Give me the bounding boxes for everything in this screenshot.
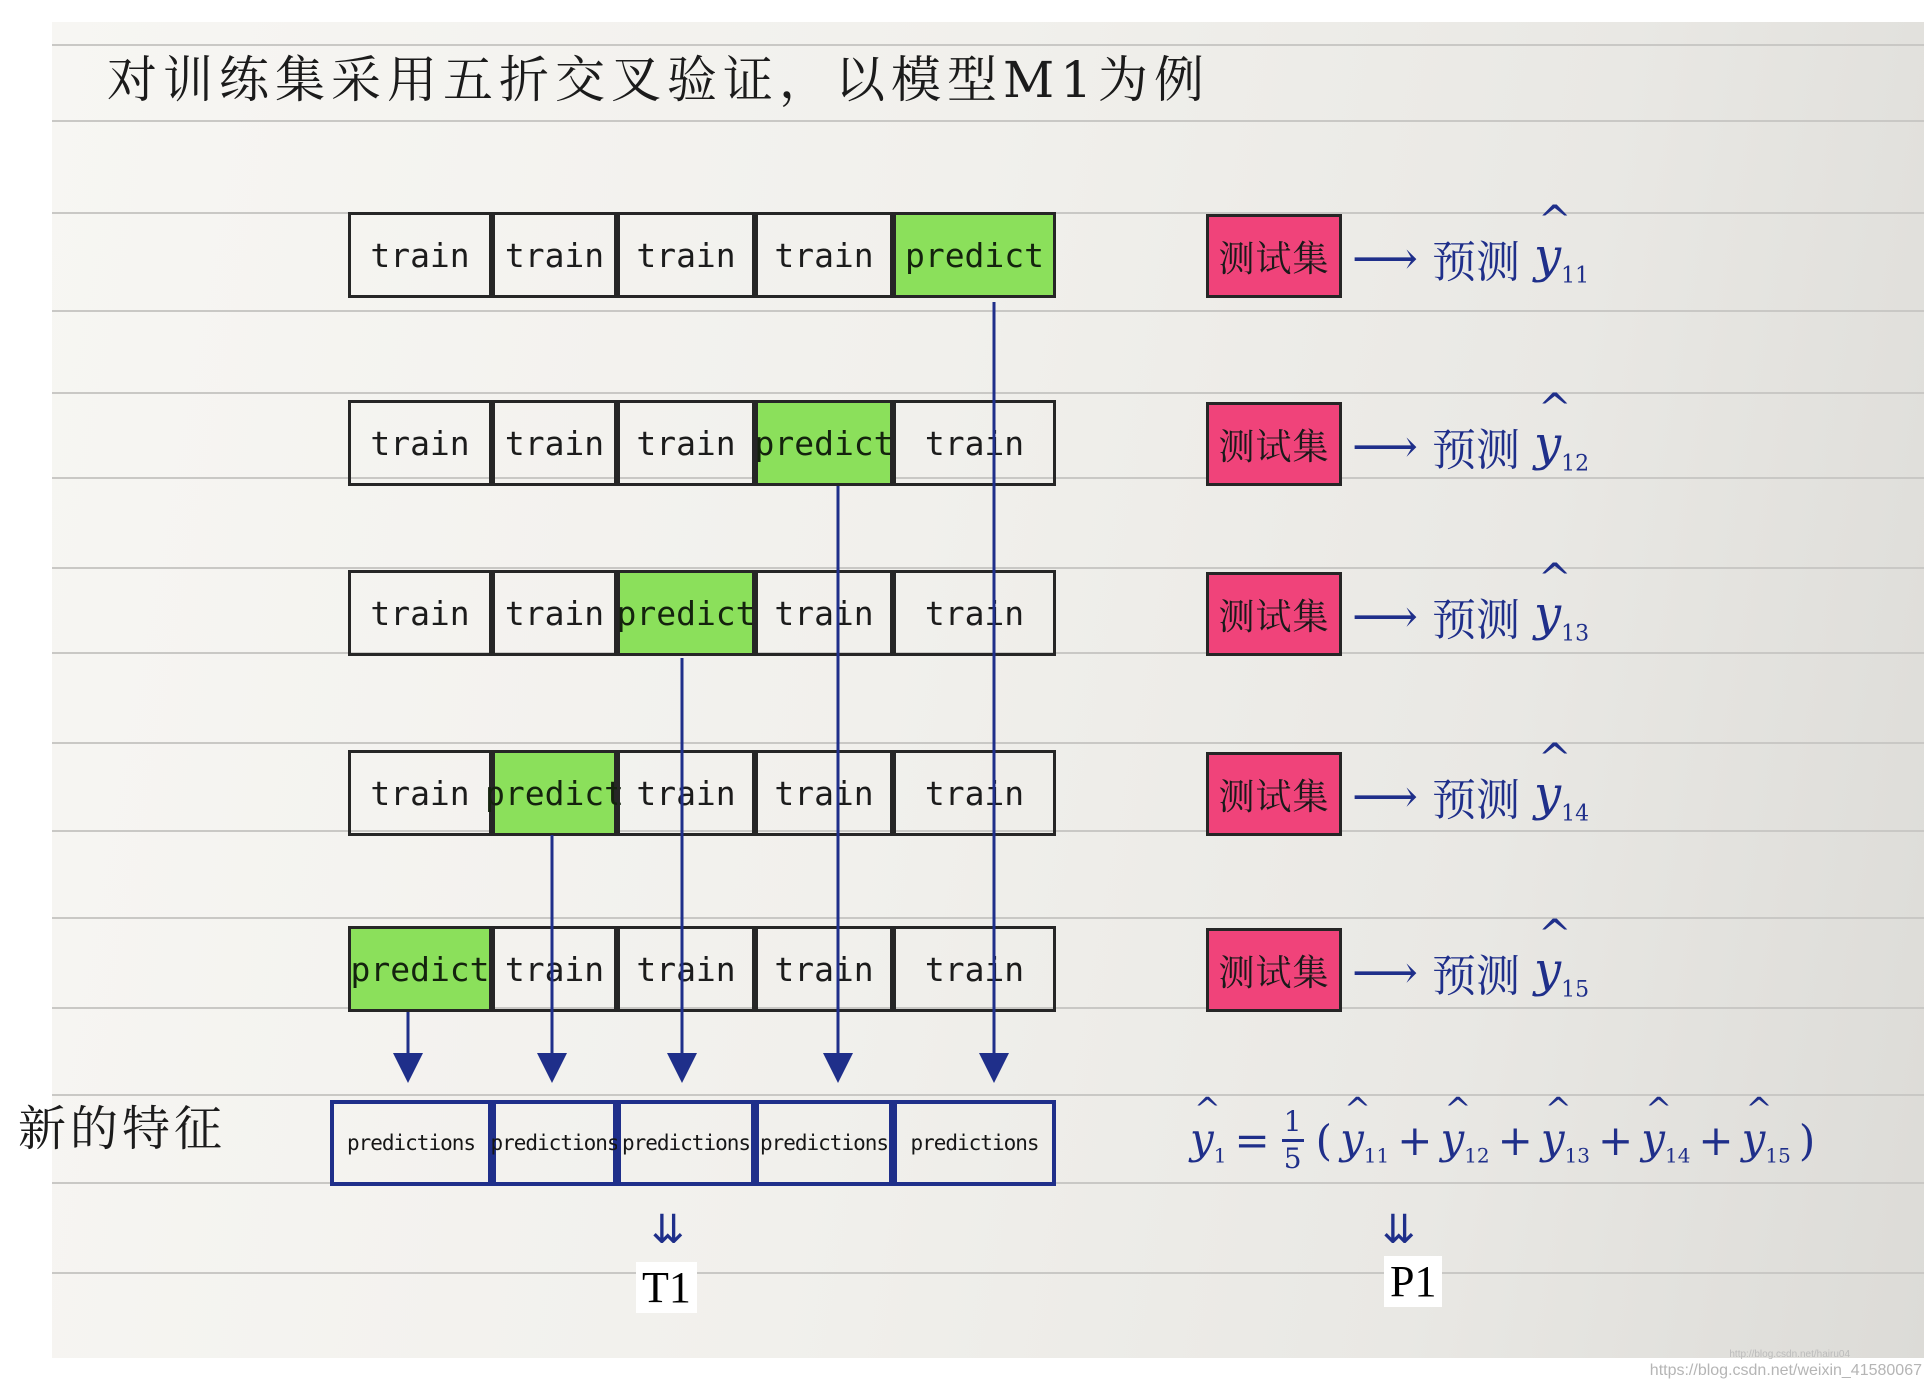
yhat-symbol: ^ $y_{14}$ — [1533, 735, 1590, 827]
formula-terms — [1340, 1089, 1791, 1168]
prediction-label: 预测 — [1431, 595, 1520, 646]
fold1-cell-3: train — [617, 212, 755, 298]
fold1-cell-4: train — [755, 212, 893, 298]
formula-term-15: ^ $y_{15}$ — [1741, 1089, 1791, 1168]
fold3-cell-3: predict — [617, 570, 755, 656]
test-set-box-2: 测试集 — [1206, 402, 1342, 486]
fold5-cell-3: train — [617, 926, 755, 1012]
yhat-symbol: ^ $y_{12}$ — [1533, 385, 1590, 477]
prediction-label: 预测 — [1431, 775, 1520, 826]
fold1-cell-5: predict — [893, 212, 1056, 298]
p1-arrow-icon: ⇊ — [1382, 1207, 1416, 1253]
output-t1: T1 — [636, 1262, 697, 1313]
fold4-cell-5: train — [893, 750, 1056, 836]
formula-fraction: $\frac{1}{5}$ — [1282, 1108, 1304, 1173]
formula-lhs: ^ $y_1$ — [1190, 1089, 1227, 1168]
formula-term-14: ^ $y_{14}$ — [1641, 1089, 1691, 1168]
fold4-cell-3: train — [617, 750, 755, 836]
right-arrow-icon: ⟶ — [1352, 945, 1418, 999]
fold4-cell-2: predict — [492, 750, 617, 836]
predictions-cell-1: predictions — [330, 1100, 492, 1186]
formula-term-11: ^ $y_{11}$ — [1340, 1089, 1390, 1168]
fold2-cell-4: predict — [755, 400, 893, 486]
predictions-cell-5: predictions — [893, 1100, 1056, 1186]
formula-open-paren: ( — [1315, 1116, 1333, 1165]
formula-plus: + — [1497, 1115, 1533, 1165]
average-formula — [1190, 1089, 1816, 1175]
formula-equals: = — [1234, 1116, 1270, 1165]
fold5-cell-2: train — [492, 926, 617, 1012]
fold3-cell-1: train — [348, 570, 492, 656]
formula-term-12: ^ $y_{12}$ — [1440, 1089, 1490, 1168]
fold4-cell-4: train — [755, 750, 893, 836]
formula-close-paren: ) — [1798, 1116, 1816, 1165]
predictions-cell-3: predictions — [617, 1100, 755, 1186]
right-arrow-icon: ⟶ — [1352, 231, 1418, 285]
test-set-box-4: 测试集 — [1206, 752, 1342, 836]
formula-plus: + — [1698, 1115, 1734, 1165]
fold4-cell-1: train — [348, 750, 492, 836]
watermark: https://blog.csdn.net/weixin_41580067 — [1649, 1362, 1922, 1379]
prediction-label: 预测 — [1431, 237, 1520, 288]
predictions-cell-4: predictions — [755, 1100, 893, 1186]
fold3-cell-2: train — [492, 570, 617, 656]
fold2-cell-5: train — [893, 400, 1056, 486]
fold5-cell-1: predict — [348, 926, 492, 1012]
prediction-label: 预测 — [1431, 951, 1520, 1002]
yhat-symbol: ^ $y_{11}$ — [1533, 197, 1590, 289]
fold5-cell-4: train — [755, 926, 893, 1012]
fold2-cell-1: train — [348, 400, 492, 486]
watermark-small: http://blog.csdn.net/hairu04 — [1729, 1349, 1850, 1360]
page-title: 对训练集采用五折交叉验证，以模型M1为例 — [107, 51, 1211, 109]
yhat-symbol: ^ $y_{15}$ — [1533, 911, 1590, 1003]
fold1-cell-2: train — [492, 212, 617, 298]
right-arrow-icon: ⟶ — [1352, 419, 1418, 473]
right-arrow-icon: ⟶ — [1352, 769, 1418, 823]
formula-plus: + — [1397, 1115, 1433, 1165]
prediction-label: 预测 — [1431, 425, 1520, 476]
test-set-box-3: 测试集 — [1206, 572, 1342, 656]
t1-arrow-icon: ⇊ — [651, 1207, 685, 1253]
fold3-cell-4: train — [755, 570, 893, 656]
fold1-cell-1: train — [348, 212, 492, 298]
test-set-box-5: 测试集 — [1206, 928, 1342, 1012]
predictions-cell-2: predictions — [492, 1100, 617, 1186]
formula-plus: + — [1598, 1115, 1634, 1165]
formula-term-13: ^ $y_{13}$ — [1540, 1089, 1591, 1168]
right-arrow-icon: ⟶ — [1352, 589, 1418, 643]
output-p1: P1 — [1384, 1256, 1442, 1307]
new-features-label: 新的特征 — [18, 1101, 227, 1157]
fold2-cell-2: train — [492, 400, 617, 486]
fold5-cell-5: train — [893, 926, 1056, 1012]
yhat-symbol: ^ $y_{13}$ — [1533, 555, 1590, 647]
fold2-cell-3: train — [617, 400, 755, 486]
test-set-box-1: 测试集 — [1206, 214, 1342, 298]
fold3-cell-5: train — [893, 570, 1056, 656]
